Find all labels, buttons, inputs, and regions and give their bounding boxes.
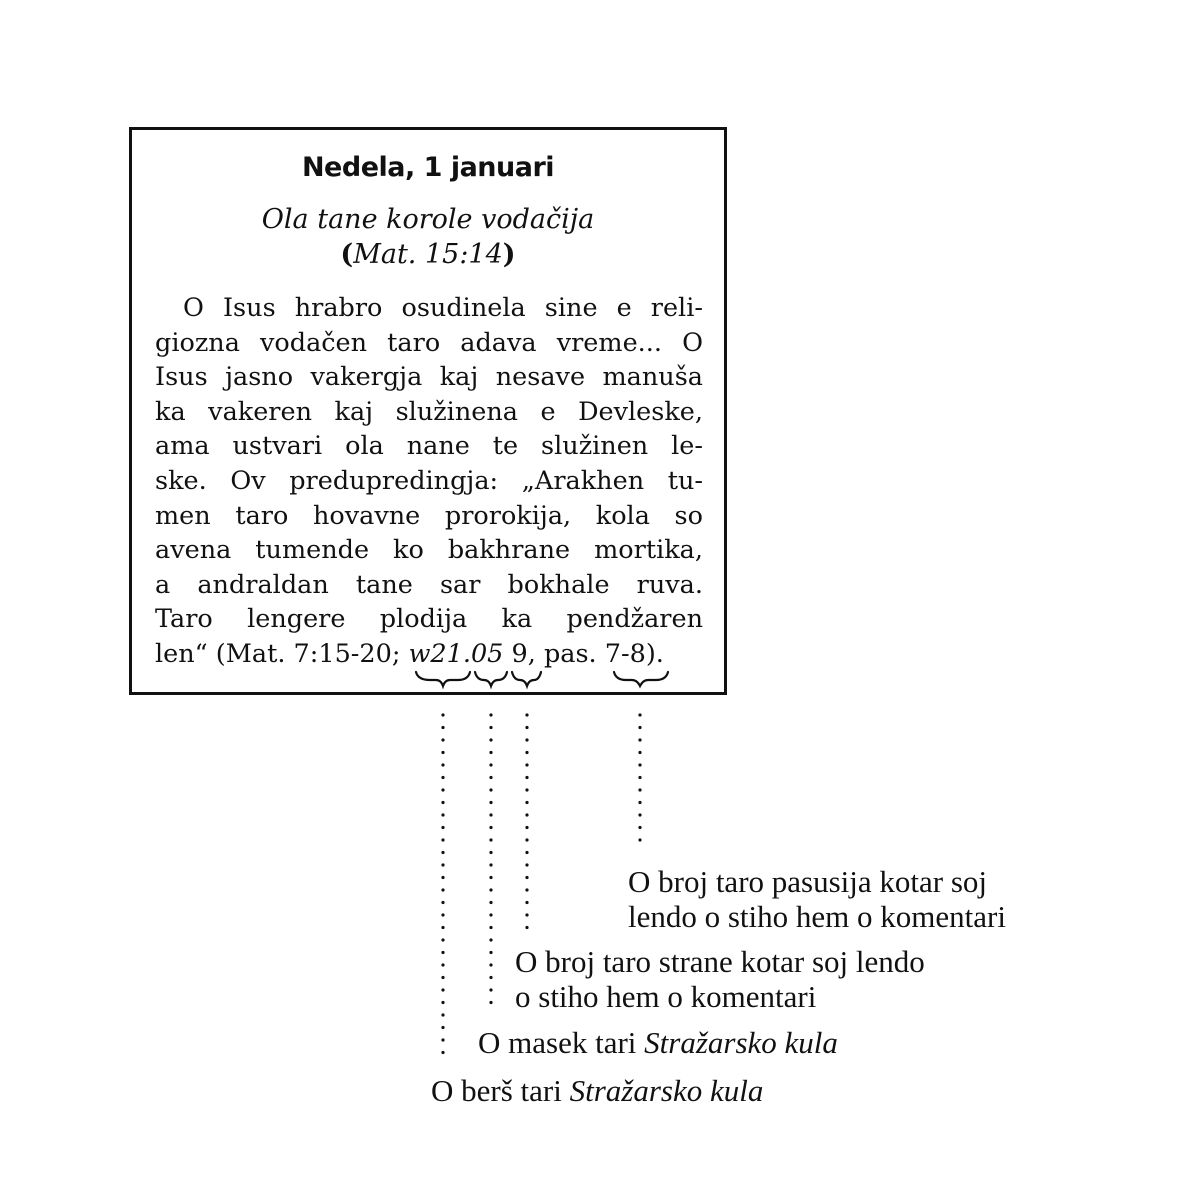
theme-reference: (Mat. 15:14)	[340, 239, 516, 270]
paragraph-line: Taro lengere plodija ka pendžaren	[155, 604, 703, 635]
paragraph-line: O Isus hrabro osudinela sine e reli-	[183, 293, 703, 323]
paragraph-numbers: 7-8	[604, 638, 646, 669]
theme-ref-text: Mat. 15:14	[353, 239, 503, 270]
page-number: 9	[511, 638, 528, 669]
paragraph-line: avena tumende ko bakhrane mortika,	[155, 535, 703, 566]
publication-code: w21.05	[408, 638, 504, 669]
paragraph-line: a andraldan tane sar bokhale ruva.	[155, 569, 703, 600]
paragraph-line: ske. Ov predupredingja: „Arakhen tu-	[155, 465, 703, 496]
annotation-year: O berš tari Stražarsko kula	[431, 1073, 764, 1108]
citation-line: len“ (Mat. 7:15-20; w21.05 9, pas. 7-8).	[155, 638, 664, 669]
paragraph-line: ka vakeren kaj služinena e Devleske,	[155, 396, 703, 427]
daily-text-card	[129, 127, 727, 695]
annotation-page: O broj taro strane kotar soj lendo o stiho hem o komentari	[515, 944, 925, 1014]
entry-date: Nedela, 1 januari	[301, 152, 555, 183]
theme-scripture	[132, 202, 724, 272]
annotation-paragraphs: O broj taro pasusija kotar soj lendo o stiho hem o komentari	[628, 864, 1006, 934]
comment-paragraph	[155, 291, 703, 672]
paragraph-line: men taro hovavne prorokija, kola so	[155, 500, 703, 531]
paragraph-line: Isus jasno vakergja kaj nesave manuša	[155, 362, 703, 393]
paragraph-line: ama ustvari ola nane te služinen le-	[155, 431, 703, 462]
paragraph-line: giozna vodačen taro adava vreme... O	[155, 327, 703, 358]
annotation-month: O masek tari Stražarsko kula	[478, 1025, 838, 1060]
theme-text: Ola tane korole vodačija	[261, 204, 595, 235]
